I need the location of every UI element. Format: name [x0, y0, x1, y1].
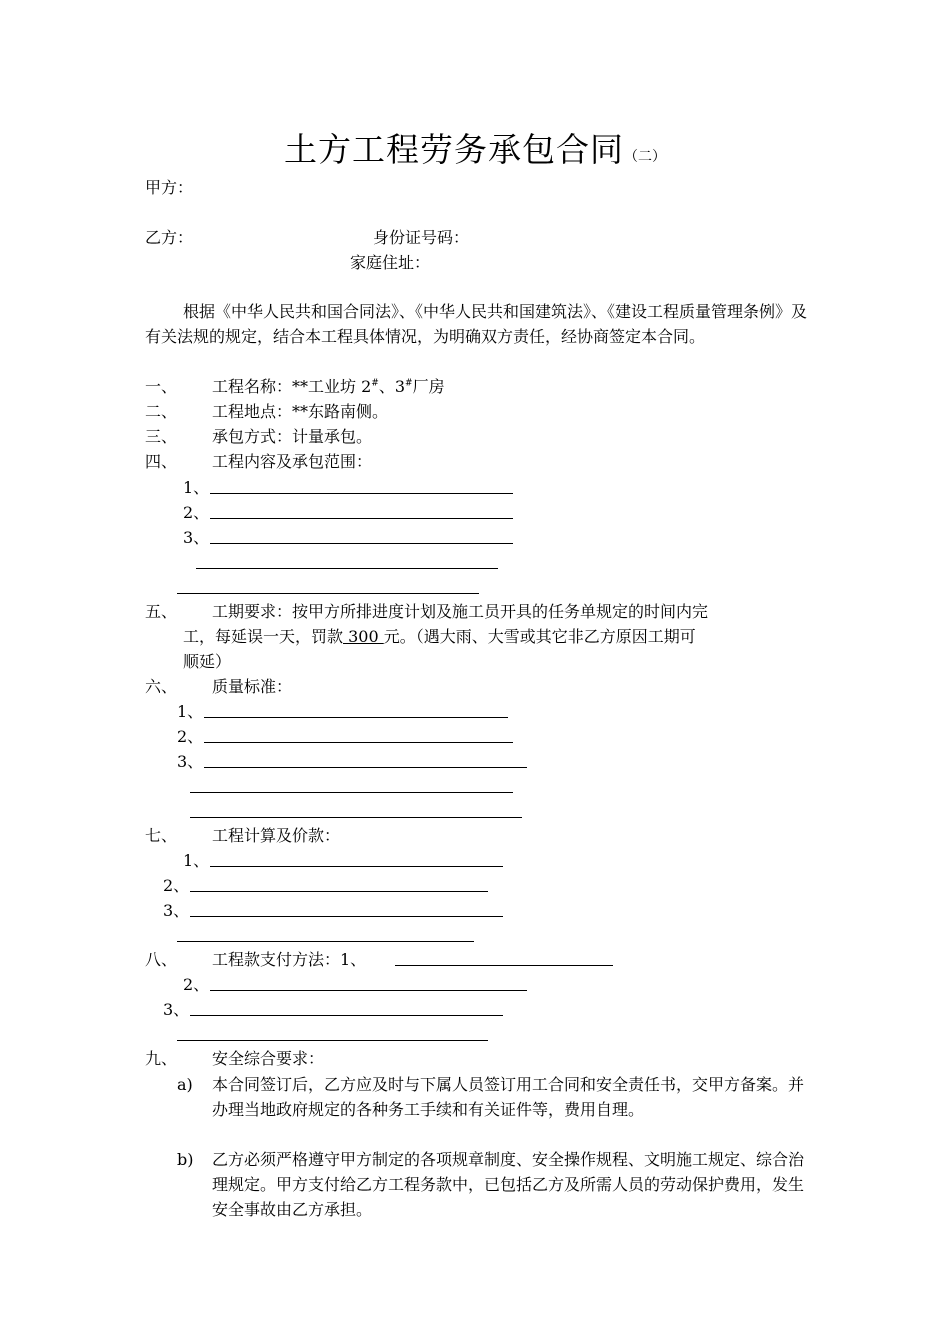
fill-in-line	[177, 1040, 488, 1041]
item-number: 2、	[163, 876, 190, 895]
section-7-item-2	[163, 874, 189, 898]
fine-suffix: 元。（遇大雨、大雪或其它非乙方原因工期可	[383, 627, 696, 646]
section-4-item-3	[183, 526, 209, 550]
section-1-text	[212, 375, 445, 399]
fill-in-line	[210, 990, 527, 991]
item-number: 3、	[163, 1000, 190, 1019]
section-5-number: 五、	[145, 602, 178, 621]
section-3-text: 承包方式：计量承包。	[212, 427, 373, 446]
fill-in-line	[177, 941, 474, 942]
section-6-number: 六、	[145, 677, 178, 696]
section-7-text: 工程计算及价款：	[212, 826, 341, 845]
section-4-number: 四、	[145, 452, 178, 471]
section-3-number: 三、	[145, 427, 178, 446]
item-number: 1、	[177, 702, 204, 721]
project-name-part3: 厂房	[412, 377, 445, 396]
fill-in-line	[190, 916, 503, 917]
party-b-label: 乙方：	[145, 228, 194, 247]
fill-in-line	[210, 518, 513, 519]
fill-in-line	[196, 568, 498, 569]
preamble-paragraph: 根据《中华人民共和国合同法》、《中华人民共和国建筑法》、《建设工程质量管理条例》及有关法规的规定，结合本工程具体情况，为明确双方责任，经协商签定本合同。	[145, 302, 808, 346]
section-9-item-a-marker: a)	[177, 1075, 193, 1094]
party-b-address-label: 家庭住址：	[350, 253, 431, 272]
fill-in-line	[210, 866, 503, 867]
item-number: 2、	[183, 975, 210, 994]
section-9-item-a-text: 本合同签订后，乙方应及时与下属人员签订用工合同和安全责任书，交甲方备案。并办理当地政府规定的各种务工手续和有关证件等，费用自理。	[212, 1075, 805, 1119]
item-number: 3、	[177, 752, 204, 771]
document-title	[0, 128, 950, 179]
section-5-text-line3: 顺延）	[183, 652, 232, 671]
fill-in-line	[210, 543, 513, 544]
section-6-item-2	[177, 725, 203, 749]
section-6-item-3	[177, 750, 203, 774]
party-b-id-label: 身份证号码：	[373, 228, 470, 247]
section-1-number: 一、	[145, 377, 178, 396]
item-number: 3、	[183, 528, 210, 547]
title-main: 土方工程劳务承包合同	[284, 130, 624, 169]
fill-in-line	[177, 593, 479, 594]
section-7-item-1	[183, 849, 209, 873]
section-9-item-b-marker: b)	[177, 1150, 194, 1169]
section-9-text: 安全综合要求：	[212, 1049, 325, 1068]
fine-prefix: 工，每延误一天，罚款	[183, 627, 344, 646]
section-5-text-line1: 工期要求：按甲方所排进度计划及施工员开具的任务单规定的时间内完	[212, 602, 709, 621]
fill-in-line	[204, 742, 513, 743]
section-6-text: 质量标准：	[212, 677, 293, 696]
section-2-text: 工程地点：**东路南侧。	[212, 402, 389, 421]
section-4-text: 工程内容及承包范围：	[212, 452, 373, 471]
section-7-item-3	[163, 899, 189, 923]
section-1-label: 工程名称：	[212, 377, 293, 396]
item-number: 3、	[163, 901, 190, 920]
section-8-item-3	[163, 998, 189, 1022]
item-number: 1、	[183, 851, 210, 870]
section-5-text-line2	[183, 625, 696, 649]
section-8-number: 八、	[145, 950, 178, 969]
section-9-item-b-text: 乙方必须严格遵守甲方制定的各项规章制度、安全操作规程、文明施工规定、综合治理规定。甲方支付给乙方工程务款中，已包括乙方及所需人员的劳动保护费用，发生安全事故由乙方承担。	[212, 1150, 805, 1219]
fill-in-line	[190, 792, 513, 793]
project-name-part2: 、3	[378, 377, 406, 396]
title-sub: （二）	[624, 149, 666, 165]
fill-in-line	[395, 965, 613, 966]
section-8-item-2	[183, 973, 209, 997]
item-number: 2、	[183, 503, 210, 522]
fill-in-line	[204, 717, 508, 718]
fill-in-line	[190, 817, 522, 818]
section-4-item-2	[183, 501, 209, 525]
project-name-sup1: #	[371, 378, 379, 389]
fill-in-line	[190, 1015, 503, 1016]
section-7-number: 七、	[145, 826, 178, 845]
section-2-number: 二、	[145, 402, 178, 421]
fill-in-line	[210, 493, 513, 494]
fine-amount: 300	[343, 627, 384, 646]
fill-in-line	[204, 767, 527, 768]
item-number: 1、	[183, 478, 210, 497]
project-name-part1: **工业坊 2	[292, 377, 372, 396]
section-4-item-1	[183, 476, 209, 500]
party-a-label: 甲方：	[145, 178, 194, 197]
item-number: 2、	[177, 727, 204, 746]
section-9-number: 九、	[145, 1049, 178, 1068]
section-8-text: 工程款支付方法：1、	[212, 950, 367, 969]
section-6-item-1	[177, 700, 203, 724]
project-name-sup2: #	[405, 378, 413, 389]
fill-in-line	[190, 891, 488, 892]
